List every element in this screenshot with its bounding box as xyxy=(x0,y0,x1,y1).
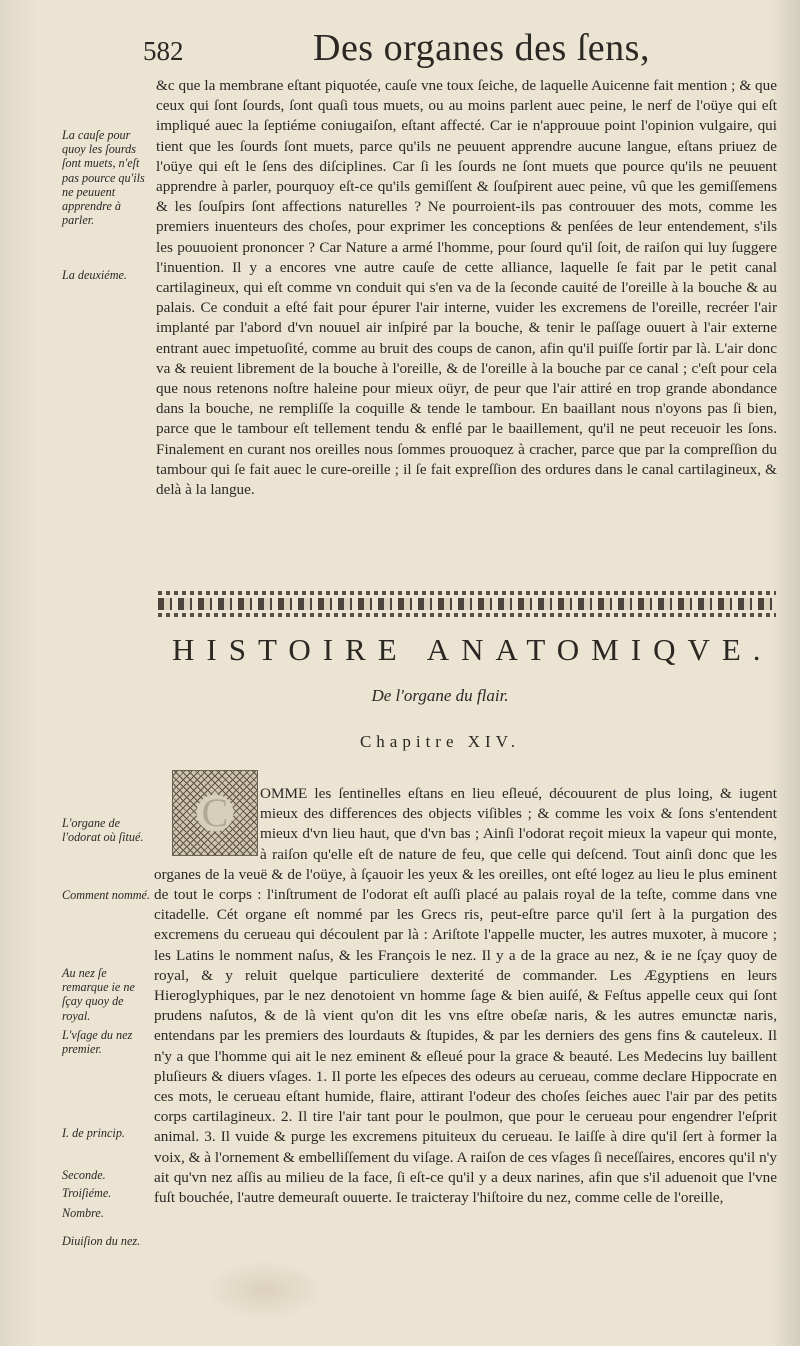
section-title: HISTOIRE ANATOMIQVE. xyxy=(172,632,773,667)
margin-note: L'organe de l'odorat où ſitué. xyxy=(62,816,144,845)
margin-note: La deuxiéme. xyxy=(62,268,127,282)
chapter-heading: Chapitre XIV. xyxy=(359,732,521,751)
initial-letter: C xyxy=(201,790,229,835)
margin-note: Diuiſion du nez. xyxy=(62,1234,141,1248)
margin-note: Seconde. xyxy=(62,1168,106,1182)
margin-note: Nombre. xyxy=(62,1206,104,1220)
decorative-border-ornament xyxy=(158,591,776,617)
margin-note: L'vſage du nez premier. xyxy=(62,1028,133,1057)
margin-note: Au nez ſe remarque ie ne ſçay quoy de royal. xyxy=(62,966,135,1023)
margin-note: Troiſiéme. xyxy=(62,1186,112,1200)
running-header xyxy=(143,26,783,78)
paragraph-text xyxy=(154,784,777,1208)
margin-note: I. de princip. xyxy=(62,1126,125,1140)
paragraph-text: &c que la membrane eſtant piquotée, cauſe vne toux ſeiche, de laquelle Auicenne fait mention ; & que ceux qui ſont ſourds, ſont quaſi tous muets, ou au moins parlent auec peine, le nerf de l'oüye qui eſt impliqué auec la ſeptiéme coniugaiſon, eſtant affecté. Car ie n'approuue point l'opinion vulgaire, qui tient que les ſourds ſont muets, parce qu'ils ne peuuent apprendre aucune langue, eſtans priuez de l'oüye qui eſt le ſens des diſciplines. Car ſi les ſourds ne ſont muets que pource qu'ils ne peuuent apprendre à parler, pourquoy eſt-ce qu'ils gemiſſent & ſouſpirent auec peine, vû que les gemiſſemens & les ſouſpirs ſont affections naturelles ? Ne pourroient-ils pas controuuer des mots, comme les premiers inuenteurs des choſes, pour exprimer les conceptions & penſées de leur entendement, s'ils les pouuoient prononcer ? Car Nature a armé l'homme, pour ſourd qu'il ſoit, de raiſon qui luy ſuggere l'inuention. Il y a encores vne autre cauſe de cette alliance, laquelle ſe fait par le petit canal cartilagineux, qui eſt comme vn conduit qui s'en va de la ſeconde cauité de l'oreille à la bouche & au palais. Ce conduit a eſté fait pour épurer l'air interne, vuider les excremens de l'oreille, recréer l'air implanté par l'abord d'vn nouuel air inſpiré par la bouche, & tenir le paſſage ouuert à l'air externe entrant auec impetuoſité, comme au bruit des coups de canon, afin qu'il puiſſe ſortir par là. L'air donc va & reuient librement de la bouche à l'oreille, & de l'oreille à la bouche par ce canal ; c'eſt pour cela que nous retenons noſtre haleine pour mieux oüyr, de peur que l'air attiré en trop grande abondance dans la bouche, ne rempliſſe la coquille & tende le tambour. En baaillant nous n'oyons pas ſi bien, parce que le tambour eſt tellement tendu & enflé par le baaillement, qu'il ne peut receuoir les ſons. Finalement en curant nos oreilles nous ſommes prouoquez à cracher, parce que par la compreſſion du tambour qui ſe fait auec le cure-oreille ; il ſe fait expreſſion des ordures dans le canal cartilagineux, & delà à la langue. xyxy=(156,77,777,499)
running-title: Des organes des ſens, xyxy=(313,27,650,69)
paper-stain xyxy=(205,1260,325,1320)
margin-note: Comment nommé. xyxy=(62,888,151,902)
page-number: 582 xyxy=(143,36,184,66)
margin-note: La cauſe pour quoy les ſourds ſont muets, n'eſt pas pource qu'ils ne peuuent apprendre à parler. xyxy=(62,128,145,228)
subtitle: De l'organe du flair. xyxy=(371,686,509,705)
initial-spacer xyxy=(154,784,260,862)
chapter-paragraph: OMME les ſentinelles eſtans en lieu eſleué, découurent de plus loing, & iugent mieux des differences des objects viſibles ; & comme les voix & ſons s'entendent mieux d'vn lieu haut, que d'vn bas ; Ainſi l'odorat reçoit mieux la vapeur qui monte, à raiſon qu'elle eſt de nature de feu, que celle qui deſcend. Tout ainſi donc que les organes de la veuë & de l'oüye, à ſçauoir les yeux & les oreilles, ont eſté logez au lieu le plus eminent de tout le corps : l'inſtrument de l'odorat eſt auſſi placé au palais royal de la teſte, comme dans vne citadelle. Cét organe eſt nommé par les Grecs ris, peut-eſtre parce qu'il ſert à la purgation des excremens du cerueau qui découlent par là : Ariſtote l'appelle mucter, les autres muxoter, à mucore ; les Latins le nomment naſus, & les François le nez. Il y a de la grace au nez, & ie ne ſçay quoy de royal, & y reluit quelque particuliere dexterité de commander. Les Ægyptiens en leurs Hieroglyphiques, par le nez denotoient vn homme ſage & bien auiſé, & Feſtus appelle ceux qui ſont prudens naſutos, & de là vient qu'on dit les vns eſtre obeſæ naris, & les autres emunctæ naris, entendans par les premiers des lourdauts & ſtupides, & par les derniers des gens fins & cauteleux. Il n'y a que l'homme qui ait le nez eminent & eſleué pour la grace & beauté. Les Medecins luy baillent pluſieurs & diuers vſages. 1. Il porte les eſpeces des odeurs au cerueau, comme declare Hippocrate en ces mots, le cerueau eſtant humide, flaire, attirant l'odeur des choſes ſeiches auec l'air par des petits corps cartilagineux. 2. Il tire l'air tant pour le poulmon, que pour le cerueau pour engendrer l'eſprit animal. 3. Il vuide & purge les excremens pituiteux du cerueau. Ie laiſſe à dire qu'il ſert à former la voix, & à l'ornement & embelliſſement du viſage. A raiſon de ces vſages ſi neceſſaires, encores qu'il n'y ait qu'vn nez aſſis au milieu de la face, ſi eſt-ce qu'il y a deux narines, afin que s'il aduenoit que l'vne fuſt bouchée, l'autre demeuraſt ouuerte. Ie traicteray l'hiſtoire du nez, comme celle de l'oreille, xyxy=(154,785,777,1207)
